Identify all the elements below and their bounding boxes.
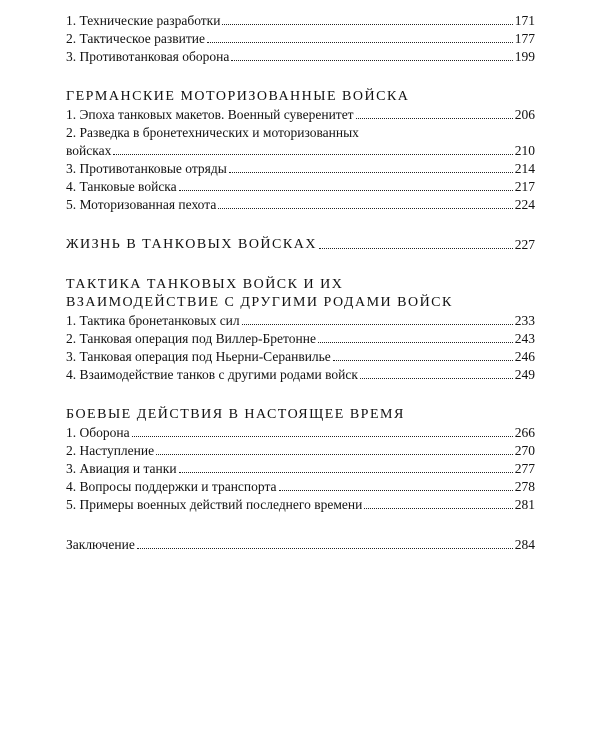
page-number: 243 bbox=[514, 331, 535, 346]
toc-entry[interactable] bbox=[66, 178, 535, 196]
dot-leader bbox=[207, 42, 513, 43]
page-number: 224 bbox=[514, 197, 535, 212]
entry-title: 1. Оборона bbox=[66, 425, 130, 440]
dot-leader bbox=[356, 118, 513, 119]
toc-entry[interactable] bbox=[66, 424, 535, 442]
toc-entry[interactable] bbox=[66, 106, 535, 124]
dot-leader bbox=[137, 548, 513, 549]
toc-section-4 bbox=[66, 276, 535, 384]
page-number: 277 bbox=[514, 461, 535, 476]
toc-entry[interactable] bbox=[66, 366, 535, 384]
entry-title: 2. Танковая операция под Виллер-Бретонне bbox=[66, 331, 316, 346]
dot-leader bbox=[360, 378, 513, 379]
entry-title: 5. Моторизованная пехота bbox=[66, 197, 217, 212]
page-number: 270 bbox=[514, 443, 535, 458]
toc-section-3 bbox=[66, 236, 535, 254]
toc-entry[interactable] bbox=[66, 196, 535, 214]
page-number: 177 bbox=[514, 31, 535, 46]
toc-entry[interactable] bbox=[66, 496, 535, 514]
dot-leader bbox=[333, 360, 513, 361]
toc-entry[interactable] bbox=[66, 124, 535, 160]
dot-leader bbox=[132, 436, 513, 437]
toc-entry[interactable] bbox=[66, 330, 535, 348]
entry-title: Заключение bbox=[66, 537, 135, 552]
entry-title: 5. Примеры военных действий последнего времени bbox=[66, 497, 363, 512]
entry-title: 4. Взаимодействие танков с другими родами войск bbox=[66, 367, 358, 382]
dot-leader bbox=[222, 24, 512, 25]
section-heading: ГЕРМАНСКИЕ МОТОРИЗОВАННЫЕ ВОЙСКА bbox=[66, 89, 410, 104]
toc-section-1 bbox=[66, 12, 535, 66]
page-number: 233 bbox=[514, 313, 535, 328]
page-number: 217 bbox=[514, 179, 535, 194]
dot-leader bbox=[242, 324, 513, 325]
toc-entry[interactable] bbox=[66, 12, 535, 30]
page-number: 266 bbox=[514, 425, 535, 440]
dot-leader bbox=[179, 190, 513, 191]
toc-entry[interactable] bbox=[66, 442, 535, 460]
page-number: 227 bbox=[514, 237, 535, 252]
dot-leader bbox=[156, 454, 513, 455]
entry-title-line2: войсках bbox=[66, 143, 112, 158]
toc-entry[interactable] bbox=[66, 236, 535, 254]
dot-leader bbox=[319, 248, 513, 249]
entry-title: 1. Технические разработки bbox=[66, 13, 221, 28]
entry-title: 3. Танковая операция под Ньерни-Серанвилье bbox=[66, 349, 331, 364]
page-number: 199 bbox=[514, 49, 535, 64]
page-number: 284 bbox=[514, 537, 535, 552]
page-number: 249 bbox=[514, 367, 535, 382]
toc-entry[interactable] bbox=[66, 160, 535, 178]
entry-title: 2. Наступление bbox=[66, 443, 155, 458]
dot-leader bbox=[218, 208, 512, 209]
toc-entry[interactable] bbox=[66, 30, 535, 48]
page-number: 281 bbox=[514, 497, 535, 512]
dot-leader bbox=[179, 472, 513, 473]
section-heading: БОЕВЫЕ ДЕЙСТВИЯ В НАСТОЯЩЕЕ ВРЕМЯ bbox=[66, 407, 405, 422]
page-number: 214 bbox=[514, 161, 535, 176]
entry-title: 3. Авиация и танки bbox=[66, 461, 177, 476]
page-number: 171 bbox=[514, 13, 535, 28]
dot-leader bbox=[113, 154, 512, 155]
toc-entry[interactable] bbox=[66, 348, 535, 366]
page-number: 210 bbox=[514, 143, 535, 158]
page-number: 206 bbox=[514, 107, 535, 122]
toc-section-2 bbox=[66, 88, 535, 214]
toc-entry[interactable] bbox=[66, 460, 535, 478]
entry-title: 2. Тактическое развитие bbox=[66, 31, 205, 46]
toc-entry[interactable] bbox=[66, 478, 535, 496]
page-number: 278 bbox=[514, 479, 535, 494]
entry-title: 3. Противотанковые отряды bbox=[66, 161, 227, 176]
toc-entry[interactable] bbox=[66, 312, 535, 330]
dot-leader bbox=[364, 508, 512, 509]
entry-title: 3. Противотанковая оборона bbox=[66, 49, 230, 64]
toc-conclusion bbox=[66, 536, 535, 554]
section-heading: ЖИЗНЬ В ТАНКОВЫХ ВОЙСКАХ bbox=[66, 237, 317, 252]
dot-leader bbox=[279, 490, 513, 491]
entry-title-line1: 2. Разведка в бронетехнических и моторизованных bbox=[66, 125, 359, 140]
entry-title: 4. Танковые войска bbox=[66, 179, 177, 194]
table-of-contents bbox=[66, 12, 535, 554]
toc-entry[interactable] bbox=[66, 48, 535, 66]
dot-leader bbox=[231, 60, 512, 61]
section-heading-line1: ТАКТИКА ТАНКОВЫХ ВОЙСК И ИХ bbox=[66, 277, 344, 292]
toc-section-5 bbox=[66, 406, 535, 514]
toc-entry[interactable] bbox=[66, 536, 535, 554]
dot-leader bbox=[318, 342, 513, 343]
section-heading: ВЗАИМОДЕЙСТВИЕ С ДРУГИМИ РОДАМИ ВОЙСК bbox=[66, 295, 453, 310]
entry-title: 4. Вопросы поддержки и транспорта bbox=[66, 479, 277, 494]
entry-title: 1. Эпоха танковых макетов. Военный суверенитет bbox=[66, 107, 354, 122]
page-number: 246 bbox=[514, 349, 535, 364]
entry-title: 1. Тактика бронетанковых сил bbox=[66, 313, 240, 328]
dot-leader bbox=[229, 172, 513, 173]
